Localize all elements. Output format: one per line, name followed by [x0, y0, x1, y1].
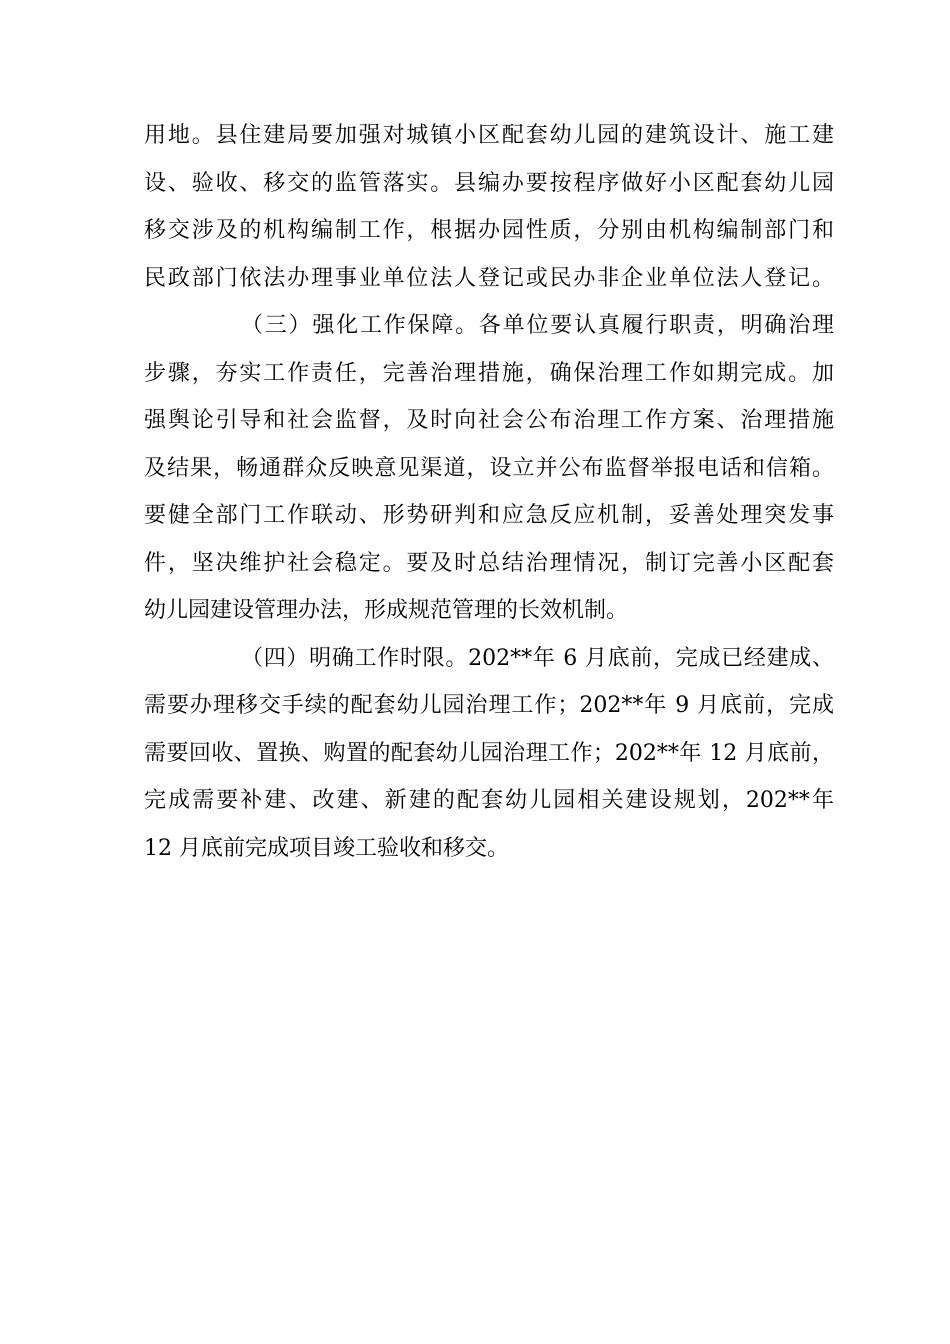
text-line: 强舆论引导和社会监督，及时向社会公布治理工作方案、治理措施 — [144, 408, 834, 433]
text-line: 幼儿园建设管理办法，形成规范管理的长效机制。 — [144, 598, 629, 623]
text-line: 需要办理移交手续的配套幼儿园治理工作；202**年 9 月底前，完成 — [144, 693, 834, 718]
text-line: 设、验收、移交的监管落实。县编办要按程序做好小区配套幼儿园 — [144, 170, 834, 196]
body-text — [144, 112, 834, 872]
text-line: 移交涉及的机构编制工作，根据办园性质，分别由机构编制部门和 — [144, 218, 834, 243]
section-heading-line: （三）强化工作保障。各单位要认真履行职责，明确治理 — [241, 313, 834, 338]
text-line: 步骤，夯实工作责任，完善治理措施，确保治理工作如期完成。加 — [144, 360, 834, 386]
text-line: 12 月底前完成项目竣工验收和移交。 — [144, 835, 509, 861]
text-line: 要健全部门工作联动、形势研判和应急反应机制，妥善处理突发事 — [144, 503, 834, 528]
text-line: 件，坚决维护社会稳定。要及时总结治理情况，制订完善小区配套 — [144, 550, 834, 576]
text-line: 用地。县住建局要加强对城镇小区配套幼儿园的建筑设计、施工建 — [144, 123, 834, 148]
text-line: 民政部门依法办理事业单位法人登记或民办非企业单位法人登记。 — [144, 265, 834, 291]
text-line: 完成需要补建、改建、新建的配套幼儿园相关建设规划，202**年 — [144, 788, 834, 813]
section-heading-line: （四）明确工作时限。202**年 6 月底前，完成已经建成、 — [241, 645, 834, 671]
text-line: 需要回收、置换、购置的配套幼儿园治理工作；202**年 12 月底前， — [144, 740, 834, 766]
text-line: 及结果，畅通群众反映意见渠道，设立并公布监督举报电话和信箱。 — [144, 455, 834, 481]
